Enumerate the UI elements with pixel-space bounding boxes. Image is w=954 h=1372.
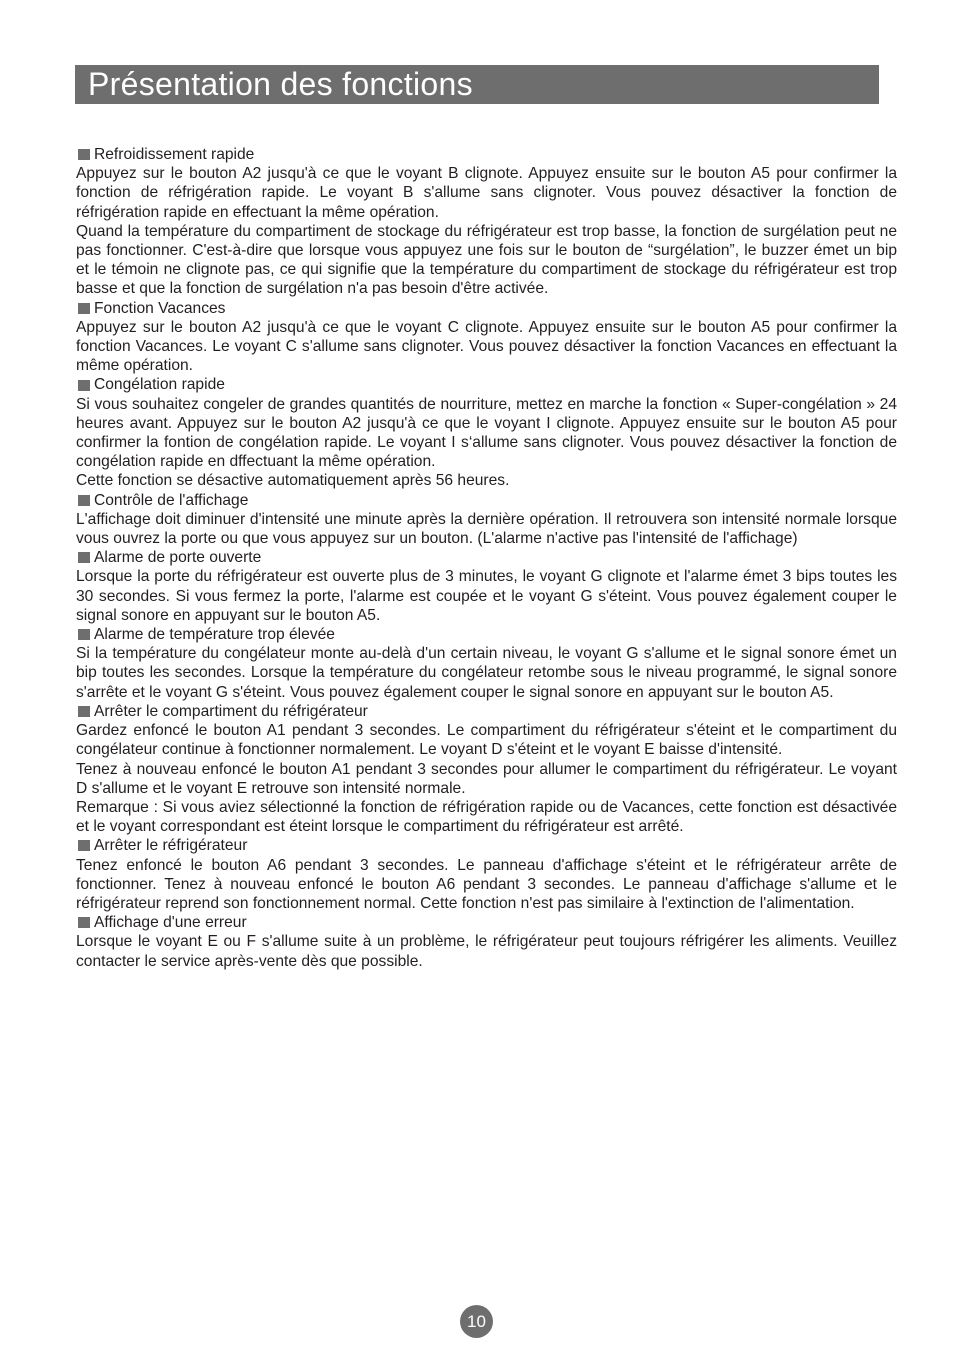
bullet-square-icon <box>78 495 90 506</box>
bullet-square-icon <box>78 917 90 928</box>
section <box>76 145 897 299</box>
paragraph: Remarque : Si vous aviez sélectionné la fonction de réfrigération rapide ou de Vacances, cette fonction est désactivée et le voyant correspondant est éteint lorsque le compartiment du réfrigérateur est arrêté. <box>76 798 897 836</box>
section <box>76 913 897 971</box>
section-heading-text: Alarme de porte ouverte <box>94 549 262 567</box>
section-heading-text: Fonction Vacances <box>94 299 226 317</box>
bullet-square-icon <box>78 552 90 563</box>
section <box>76 836 897 913</box>
section-heading <box>76 836 897 855</box>
paragraph: Lorsque le voyant E ou F s'allume suite à un problème, le réfrigérateur peut toujours réfrigérer les aliments. Veuillez contacter le service après-vente dès que possible. <box>76 933 897 970</box>
section <box>76 625 897 702</box>
paragraph: Tenez enfoncé le bouton A6 pendant 3 secondes. Le panneau d'affichage s'éteint et le réfrigérateur arrête de fonctionner. Tenez à nouveau enfoncé le bouton A6 pendant 3 secondes. Le panneau d'affichage s'allume et le réfrigérateur reprend son fonctionnement normal. Cette fonction n'est pas similaire à l'extinction de l'alimentation. <box>76 856 897 912</box>
paragraph: Quand la température du compartiment de stockage du réfrigérateur est trop basse, la fonction de surgélation peut ne pas fonctionner. C'est-à-dire que lorsque vous appuyez une fois sur le bouton de “surgélation”, le buzzer émet un bip et le témoin ne clignote pas, ce qui signifie que la température du compartiment de stockage du réfrigérateur est trop basse et que la fonction de surgélation n'a pas besoin d'être activée. <box>76 222 897 298</box>
bullet-square-icon <box>78 380 90 391</box>
paragraph: Appuyez sur le bouton A2 jusqu'à ce que le voyant C clignote. Appuyez ensuite sur le bouton A5 pour confirmer la fonction Vacances. Le voyant C s'allume sans clignoter. Vous pouvez désactiver la fonction Vacances en effectuant la même opération. <box>76 318 897 375</box>
document-body <box>76 145 897 971</box>
section-heading <box>76 145 897 164</box>
bullet-square-icon <box>78 303 90 314</box>
section-heading-text: Refroidissement rapide <box>94 146 255 163</box>
paragraph: L'affichage doit diminuer d'intensité une minute après la dernière opération. Il retrouvera son intensité normale lorsque vous ouvrez la porte ou que vous appuyez sur un bouton. (L'alarme n'active pas l'intensité de l'affichage) <box>76 510 897 548</box>
section-heading-text: Arrêter le compartiment du réfrigérateur <box>94 702 368 720</box>
section-heading-text: Congélation rapide <box>94 376 225 394</box>
section-heading <box>76 375 897 394</box>
section-heading <box>76 913 897 932</box>
page-number: 10 <box>460 1305 493 1338</box>
section-heading-text: Contrôle de l'affichage <box>94 491 249 509</box>
bullet-square-icon <box>78 629 90 640</box>
paragraph: Appuyez sur le bouton A2 jusqu'à ce que le voyant B clignote. Appuyez ensuite sur le bouton A5 pour confirmer la fonction de réfrigération rapide. Le voyant B s'allume sans clignoter. Vous pouvez désactiver la fonction de réfrigération rapide en effectuant la même opération. <box>76 165 897 221</box>
section-heading-text: Alarme de température trop élevée <box>94 626 335 644</box>
section <box>76 491 897 549</box>
section <box>76 299 897 376</box>
section-heading <box>76 625 897 644</box>
section-heading-text: Affichage d'une erreur <box>94 914 247 932</box>
section <box>76 702 897 836</box>
section-heading <box>76 299 897 318</box>
title-bar <box>75 65 879 104</box>
section-heading <box>76 702 897 721</box>
section-heading-text: Arrêter le réfrigérateur <box>94 837 248 855</box>
section-heading <box>76 548 897 567</box>
paragraph: Tenez à nouveau enfoncé le bouton A1 pendant 3 secondes pour allumer le compartiment du réfrigérateur. Le voyant D s'allume et le voyant E retrouve son intensité normale. <box>76 760 897 797</box>
bullet-square-icon <box>78 149 90 160</box>
section-heading <box>76 491 897 510</box>
section <box>76 375 897 490</box>
paragraph: Gardez enfoncé le bouton A1 pendant 3 secondes. Le compartiment du réfrigérateur s'éteint et le compartiment du congélateur continue à fonctionner normalement. Le voyant D s'éteint et le voyant E baisse d'intensité. <box>76 722 897 759</box>
page-title: Présentation des fonctions <box>88 66 473 102</box>
bullet-square-icon <box>78 840 90 851</box>
bullet-square-icon <box>78 706 90 717</box>
paragraph: Lorsque la porte du réfrigérateur est ouverte plus de 3 minutes, le voyant G clignote et l'alarme émet 3 bips toutes les 30 secondes. Si vous fermez la porte, l'alarme est coupée et le voyant G s'éteint. Vous pouvez également couper le signal sonore en appuyant sur le bouton A5. <box>76 568 897 624</box>
paragraph: Cette fonction se désactive automatiquement après 56 heures. <box>76 472 510 490</box>
section <box>76 548 897 625</box>
paragraph: Si la température du congélateur monte au-delà d'un certain niveau, le voyant G s'allume et le signal sonore émet un bip toutes les secondes. Lorsque la température du congélateur retombe sous le niveau programmé, le signal sonore s'arrête et le voyant G s'éteint. Vous pouvez également couper le signal sonore en appuyant sur le bouton A5. <box>76 645 897 701</box>
paragraph: Si vous souhaitez congeler de grandes quantités de nourriture, mettez en marche la fonction « Super-congélation » 24 heures avant. Appuyez sur le bouton A2 jusqu'à ce que le voyant I clignote. Appuyez ensuite sur le bouton A5 pour confirmer la fontion de congélation rapide. Le voyant I s‘allume sans clignoter. Vous pouvez désactiver la fonction de congélation rapide en dffectuant la même opération. <box>76 395 897 471</box>
